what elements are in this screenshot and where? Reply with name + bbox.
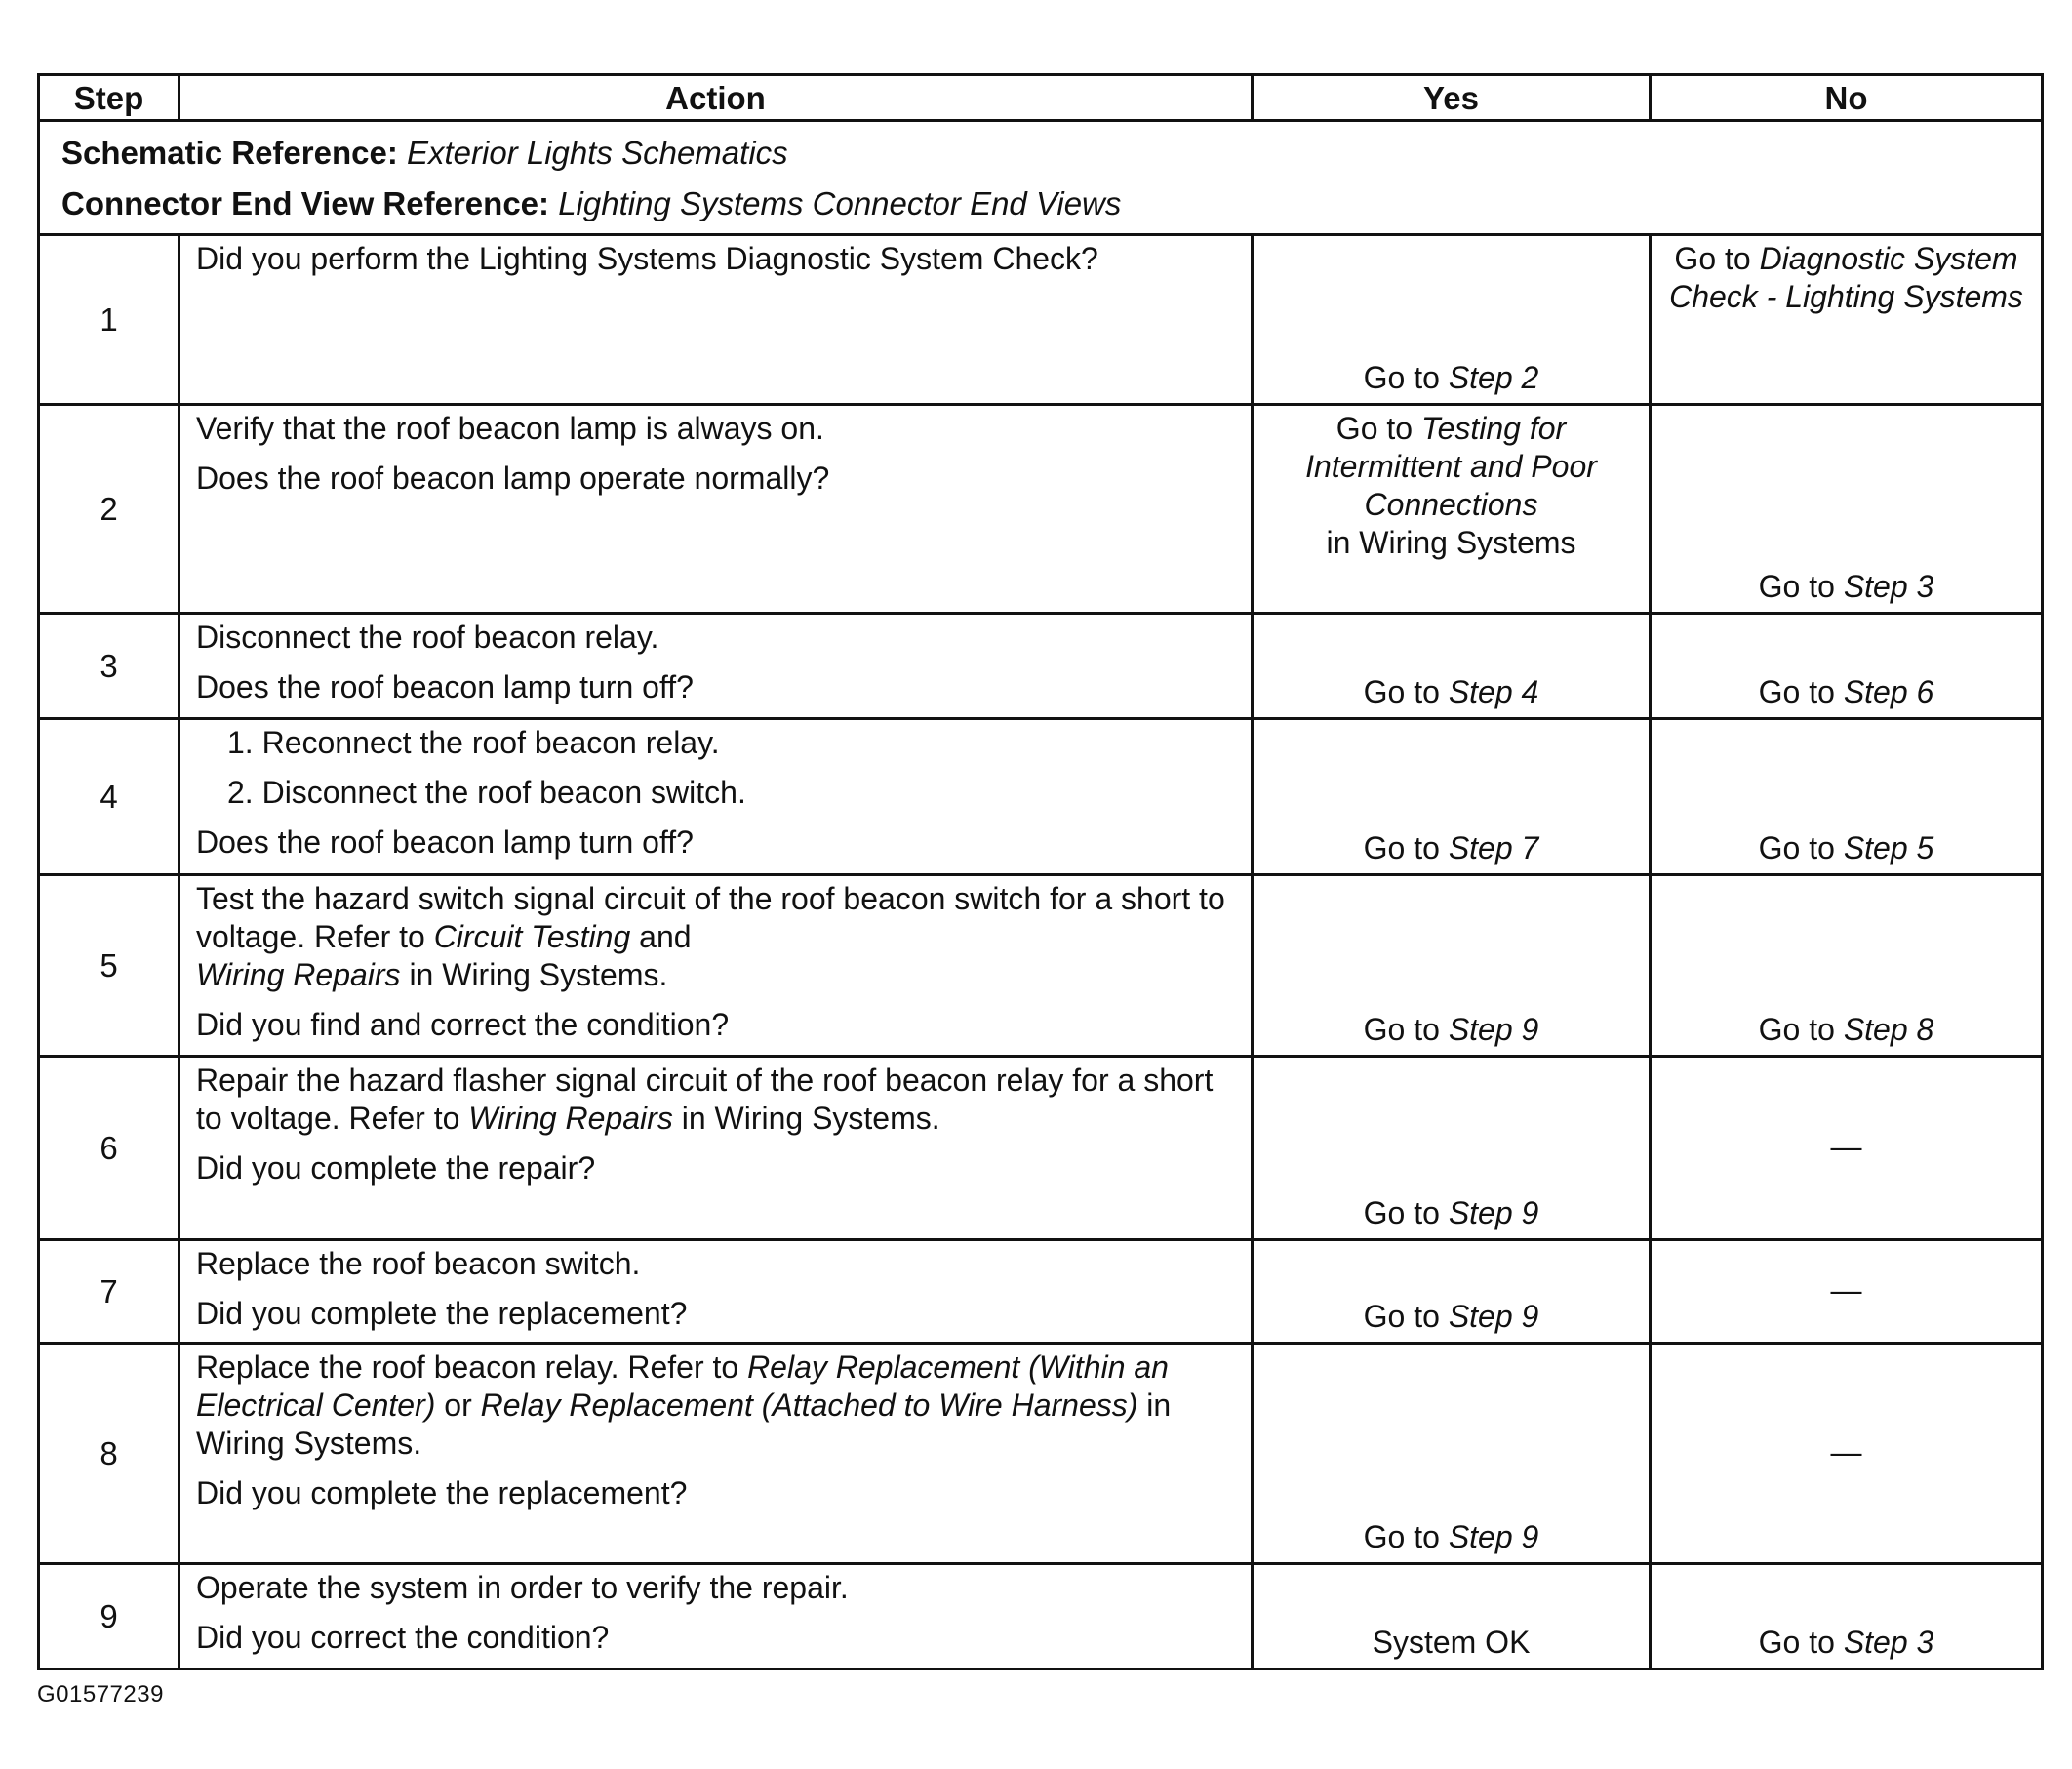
no-cell [1651, 1564, 2043, 1669]
table-row [39, 1344, 2043, 1564]
no-cell [1651, 875, 2043, 1057]
go-to-text: Go to [1363, 1299, 1440, 1334]
no-target: Step 5 [1843, 830, 1934, 865]
action-text-part: Replace the roof beacon relay. Refer to [196, 1349, 739, 1385]
yes-target: Step 9 [1448, 1299, 1539, 1334]
step-number: 6 [39, 1057, 179, 1240]
action-cell [179, 1344, 1253, 1564]
action-reference: Circuit Testing [433, 919, 631, 954]
no-cell [1651, 1057, 2043, 1240]
yes-result: System OK [1372, 1625, 1531, 1660]
not-applicable-dash: — [1830, 1129, 1862, 1164]
action-cell [179, 614, 1253, 719]
table-row [39, 405, 2043, 614]
action-question: Did you complete the repair? [196, 1150, 596, 1186]
go-to-text: Go to [1758, 1625, 1835, 1660]
action-reference: Relay Replacement (Within an Electrical Center) [196, 1349, 1169, 1423]
no-cell [1651, 614, 2043, 719]
yes-suffix: in Wiring Systems [1326, 525, 1576, 560]
yes-target: Step 9 [1448, 1012, 1539, 1047]
table-row [39, 719, 2043, 875]
figure-id: G01577239 [37, 1681, 164, 1708]
yes-cell [1253, 719, 1651, 875]
action-cell [179, 1240, 1253, 1344]
table-row [39, 614, 2043, 719]
action-text-part: in Wiring Systems. [681, 1101, 940, 1136]
yes-target: Step 7 [1448, 830, 1539, 865]
yes-cell [1253, 235, 1651, 405]
header-row [39, 75, 2043, 121]
table-row [39, 235, 2043, 405]
go-to-text: Go to [1758, 1012, 1835, 1047]
go-to-text: Go to [1363, 360, 1440, 395]
go-to-text: Go to [1674, 241, 1751, 276]
action-text [196, 1062, 1235, 1138]
table-row [39, 1057, 2043, 1240]
yes-target: Step 4 [1448, 674, 1539, 709]
yes-cell [1253, 1344, 1651, 1564]
go-to-text: Go to [1758, 830, 1835, 865]
action-text: Operate the system in order to verify the repair. [196, 1570, 849, 1605]
go-to-text: Go to [1363, 674, 1440, 709]
go-to-text: Go to [1758, 674, 1835, 709]
go-to-text: Go to [1363, 830, 1440, 865]
go-to-text: Go to [1758, 569, 1835, 604]
action-text: Verify that the roof beacon lamp is always on. [196, 411, 824, 446]
header-step: Step [39, 75, 179, 121]
yes-cell [1253, 405, 1651, 614]
step-number: 3 [39, 614, 179, 719]
no-cell [1651, 405, 2043, 614]
step-number: 9 [39, 1564, 179, 1669]
step-number: 1 [39, 235, 179, 405]
table-row [39, 1240, 2043, 1344]
action-list-item: 2. Disconnect the roof beacon switch. [227, 775, 746, 810]
action-question: Does the roof beacon lamp turn off? [196, 824, 694, 860]
no-cell [1651, 719, 2043, 875]
table-row [39, 1564, 2043, 1669]
action-cell [179, 875, 1253, 1057]
not-applicable-dash: — [1830, 1434, 1862, 1469]
action-cell [179, 1564, 1253, 1669]
header-yes: Yes [1253, 75, 1651, 121]
step-number: 7 [39, 1240, 179, 1344]
no-target: Step 6 [1843, 674, 1934, 709]
no-target: Diagnostic System Check - Lighting Systems [1669, 241, 2023, 314]
not-applicable-dash: — [1830, 1272, 1862, 1307]
action-reference: Wiring Repairs [468, 1101, 673, 1136]
go-to-text: Go to [1335, 411, 1414, 446]
header-no: No [1651, 75, 2043, 121]
yes-target: Step 9 [1448, 1519, 1539, 1554]
table-row [39, 875, 2043, 1057]
action-reference: Wiring Repairs [196, 957, 401, 992]
no-target: Step 3 [1843, 1625, 1934, 1660]
action-text-part: Repair the hazard flasher signal circuit of the roof beacon relay for a short to voltage. Refer to [196, 1063, 1214, 1136]
yes-cell [1253, 1564, 1651, 1669]
diagnostic-table-sheet [37, 73, 2041, 1670]
reference-cell [39, 121, 2043, 235]
action-text-part: in Wiring Systems. [196, 1387, 1172, 1461]
yes-cell [1253, 1057, 1651, 1240]
connector-reference-value: Lighting Systems Connector End Views [558, 185, 1122, 221]
action-question: Does the roof beacon lamp operate normally? [196, 461, 830, 496]
connector-reference [61, 179, 2019, 229]
action-text: Disconnect the roof beacon relay. [196, 620, 659, 655]
yes-target: Testing for Intermittent and Poor Connections [1305, 411, 1597, 522]
yes-target: Step 9 [1448, 1195, 1539, 1230]
action-text-part: and [639, 919, 692, 954]
yes-cell [1253, 1240, 1651, 1344]
action-text-part: or [444, 1387, 472, 1423]
schematic-reference-label: Schematic Reference: [61, 135, 398, 171]
step-number: 8 [39, 1344, 179, 1564]
action-list-item: 1. Reconnect the roof beacon relay. [227, 725, 720, 760]
action-cell [179, 405, 1253, 614]
action-question: Did you complete the replacement? [196, 1475, 688, 1510]
yes-cell [1253, 875, 1651, 1057]
no-cell [1651, 235, 2043, 405]
action-cell [179, 235, 1253, 405]
yes-target: Step 2 [1448, 360, 1539, 395]
action-cell [179, 719, 1253, 875]
action-text-part: in Wiring Systems. [409, 957, 668, 992]
schematic-reference-value: Exterior Lights Schematics [407, 135, 788, 171]
action-question: Does the roof beacon lamp turn off? [196, 669, 694, 704]
action-question: Did you correct the condition? [196, 1620, 610, 1655]
no-target: Step 8 [1843, 1012, 1934, 1047]
action-cell [179, 1057, 1253, 1240]
step-number: 5 [39, 875, 179, 1057]
go-to-text: Go to [1363, 1012, 1440, 1047]
action-text: Replace the roof beacon switch. [196, 1246, 641, 1281]
action-question: Did you find and correct the condition? [196, 1007, 730, 1042]
action-text: Did you perform the Lighting Systems Diagnostic System Check? [196, 241, 1098, 276]
go-to-text: Go to [1363, 1519, 1440, 1554]
schematic-reference [61, 128, 2019, 179]
no-target: Step 3 [1843, 569, 1934, 604]
yes-cell [1253, 614, 1651, 719]
header-action: Action [179, 75, 1253, 121]
diagnostic-table [37, 73, 2044, 1670]
go-to-text: Go to [1363, 1195, 1440, 1230]
no-cell [1651, 1240, 2043, 1344]
action-text [196, 880, 1235, 994]
action-question: Did you complete the replacement? [196, 1296, 688, 1331]
action-text-part: Test the hazard switch signal circuit of the roof beacon switch for a short to voltage. Refer to [196, 881, 1225, 954]
reference-row [39, 121, 2043, 235]
action-text [196, 1348, 1235, 1463]
action-reference: Relay Replacement (Attached to Wire Harness) [480, 1387, 1138, 1423]
step-number: 4 [39, 719, 179, 875]
no-cell [1651, 1344, 2043, 1564]
step-number: 2 [39, 405, 179, 614]
connector-reference-label: Connector End View Reference: [61, 185, 550, 221]
